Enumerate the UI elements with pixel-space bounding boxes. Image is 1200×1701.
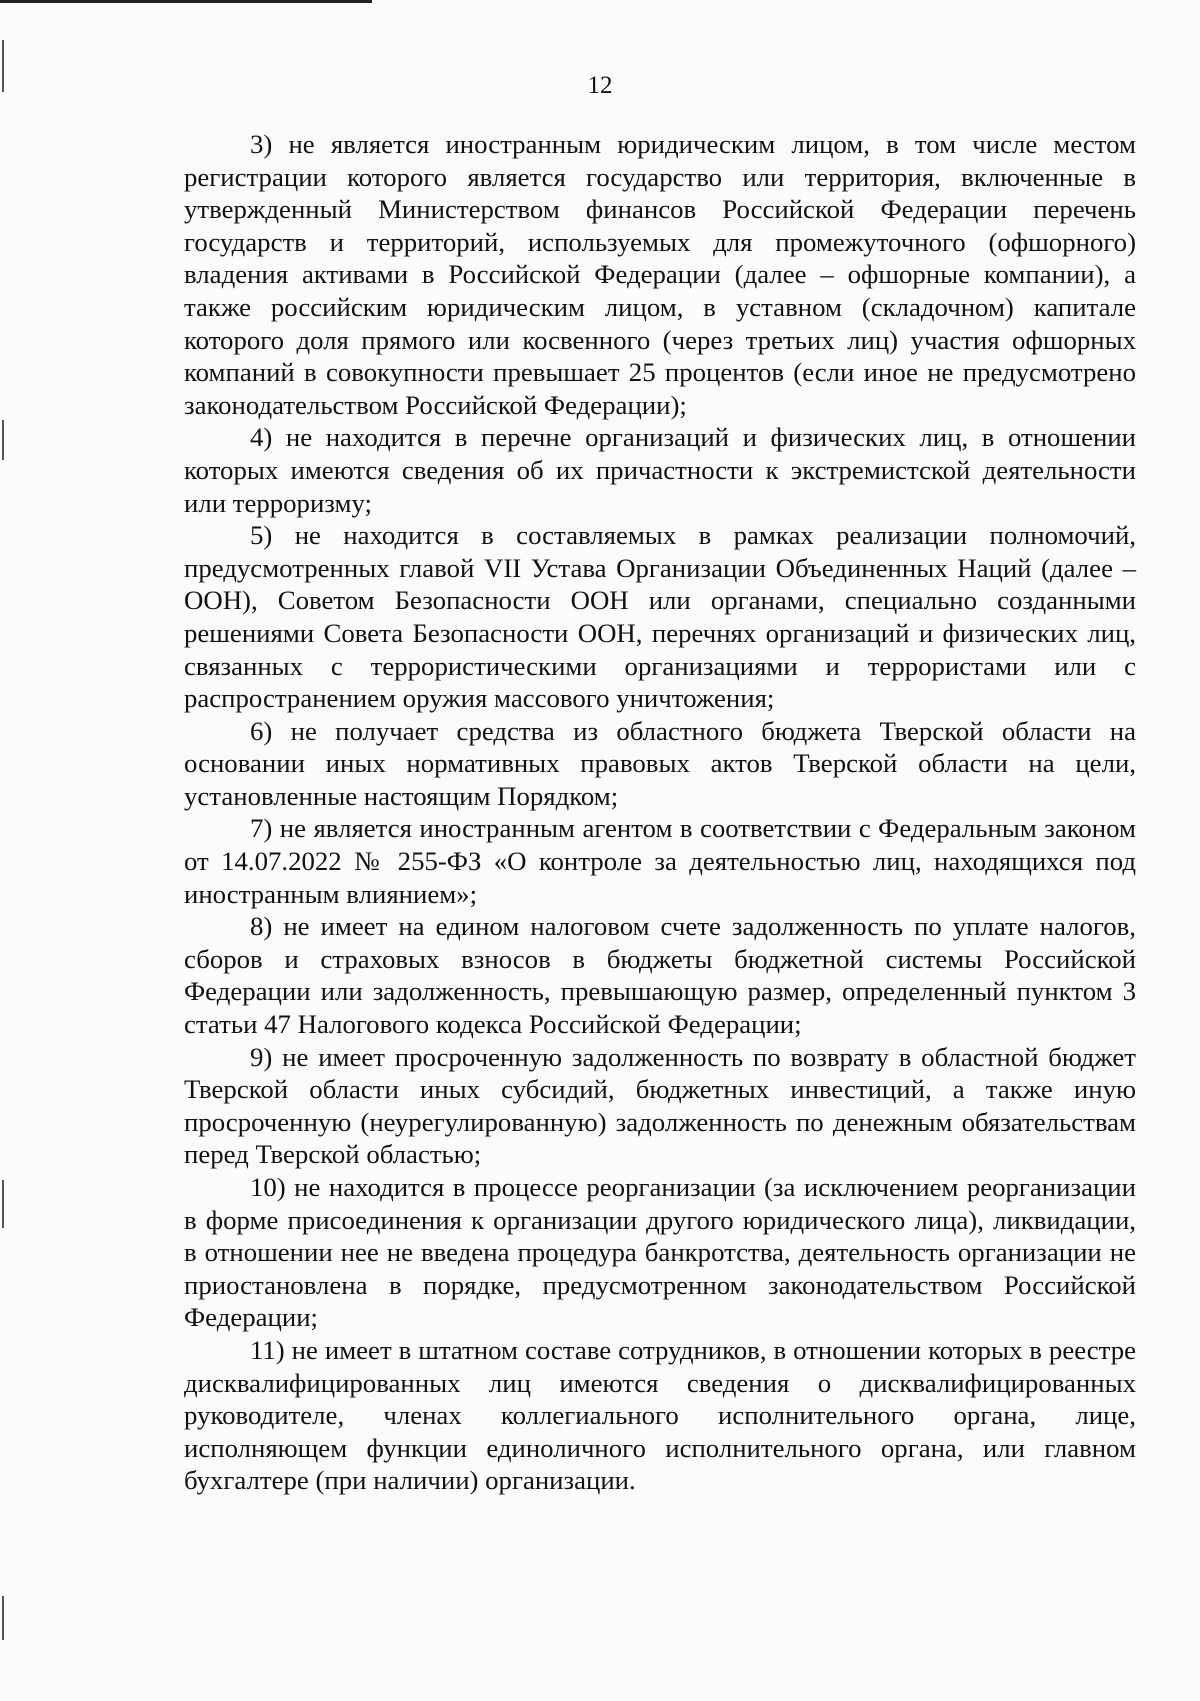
list-item: 3) не является иностранным юридическим лицом, в том числе местом регистрации которого является государство или территория, включенные в утвержденный Министерством финансов Российской Федерации перечень государств и территорий, используемых для промежуточного (офшорного) владения активами в Российской Федерации (далее – офшорные компании), а также российским юридическим лицом, в уставном (складочном) капитале которого доля прямого или косвенного (через третьих лиц) участия офшорных компаний в совокупности превышает 25 процентов (если иное не предусмотрено законодательством Российской Федерации); — [184, 129, 1136, 420]
scan-edge-mark — [2, 1180, 4, 1228]
list-item: 11) не имеет в штатном составе сотрудников, в отношении которых в реестре дисквалифицированных лиц имеются сведения о дисквалифицированных руководителе, членах коллегиального исполнительного органа, лице, исполняющем функции единоличного исполнительного органа, или главном бухгалтере (при наличии) организации. — [184, 1334, 1136, 1496]
list-item: 9) не имеет просроченную задолженность по возврату в областной бюджет Тверской области иных субсидий, бюджетных инвестиций, а также иную просроченную (неурегулированную) задолженность по денежным обязательствам перед Тверской областью; — [184, 1041, 1136, 1170]
list-item: 5) не находится в составляемых в рамках реализации полномочий, предусмотренных главой VII Устава Организации Объединенных Наций (далее – ООН), Советом Безопасности ООН или органами, специально созданными решениями Совета Безопасности ООН, перечнях организаций и физических лиц, связанных с террористическими организациями и террористами или с распространением оружия массового уничтожения; — [184, 520, 1136, 714]
scan-edge-mark — [2, 420, 4, 460]
scan-edge-mark — [2, 1596, 4, 1640]
list-item: 10) не находится в процессе реорганизации (за исключением реорганизации в форме присоединения к организации другого юридического лица), ликвидации, в отношении нее не введена процедура банкротства, деятельность организации не приостановлена в порядке, предусмотренном законодательством Российской Федерации; — [184, 1172, 1136, 1333]
list-item: 7) не является иностранным агентом в соответствии с Федеральным законом от 14.07.2022 № 255-ФЗ «О контроле за деятельностью лиц, находящихся под иностранным влиянием»; — [184, 813, 1136, 909]
page-number: 12 — [587, 72, 613, 99]
list-item: 8) не имеет на едином налоговом счете задолженность по уплате налогов, сборов и страховых взносов в бюджеты бюджетной системы Российской Федерации или задолженность, превышающую размер, определенный пунктом 3 статьи 47 Налогового кодекса Российской Федерации; — [184, 911, 1136, 1040]
list-item: 4) не находится в перечне организаций и физических лиц, в отношении которых имеются сведения об их причастности к экстремистской деятельности или терроризму; — [184, 422, 1136, 518]
scan-edge-top — [0, 0, 372, 3]
document-body — [184, 128, 1136, 1497]
list-item: 6) не получает средства из областного бюджета Тверской области на основании иных нормативных правовых актов Тверской области на цели, установленные настоящим Порядком; — [184, 715, 1136, 811]
